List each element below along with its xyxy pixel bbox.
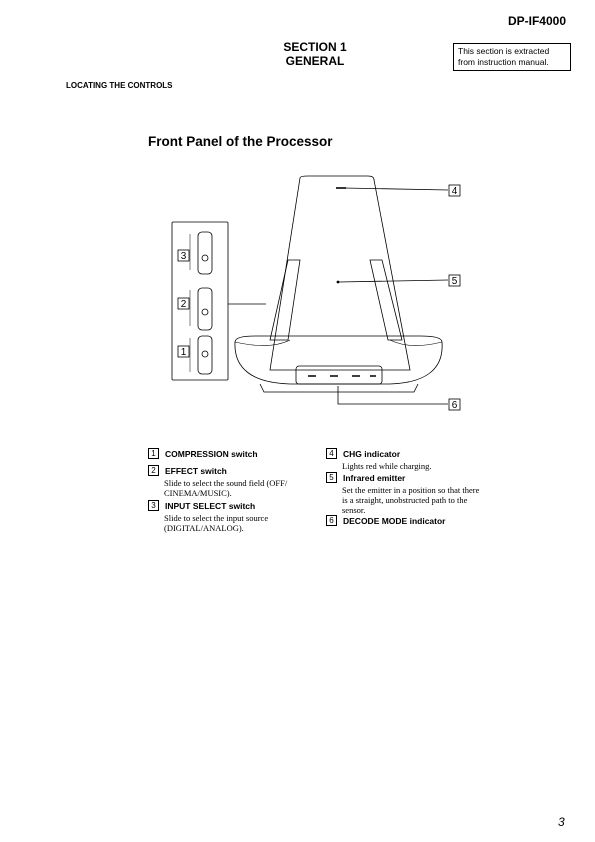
- item-title: Infrared emitter: [343, 472, 406, 483]
- decode-panel: [296, 366, 382, 384]
- base-foot: [260, 384, 418, 392]
- item-desc-line: CINEMA/MUSIC).: [164, 488, 232, 498]
- item-number: 4: [326, 448, 337, 459]
- item-desc-line: Slide to select the input source: [164, 513, 269, 523]
- callout-5: 5: [451, 276, 458, 287]
- item-compression: [148, 448, 258, 459]
- base-body: [235, 336, 442, 384]
- item-number: 3: [148, 500, 159, 511]
- switch-knob-2: [202, 309, 208, 315]
- item-title: DECODE MODE indicator: [343, 515, 446, 526]
- item-input-select: [148, 500, 324, 533]
- item-desc-line: is a straight, unobstructed path to the: [342, 495, 468, 505]
- item-chg: [326, 448, 522, 471]
- section-heading: [240, 40, 390, 68]
- item-effect: [148, 465, 324, 498]
- subheading: LOCATING THE CONTROLS: [66, 81, 173, 90]
- callout-3: 3: [180, 251, 187, 262]
- item-desc-line: (DIGITAL/ANALOG).: [164, 523, 244, 533]
- item-title: INPUT SELECT switch: [165, 500, 256, 511]
- infrared-emitter-dot: [337, 281, 339, 283]
- leader-6: [338, 386, 448, 404]
- section-title: GENERAL: [285, 54, 345, 68]
- note-line-1: This section is extracted: [458, 46, 550, 56]
- base-curves: [235, 340, 442, 346]
- leader-4: [344, 188, 448, 190]
- item-number: 6: [326, 515, 337, 526]
- item-title: CHG indicator: [343, 448, 401, 459]
- item-desc-line: Slide to select the sound field (OFF/: [164, 478, 288, 488]
- left-support: [270, 260, 300, 340]
- item-decode-mode: [326, 515, 445, 526]
- page-number: 3: [558, 815, 565, 829]
- item-title: COMPRESSION switch: [165, 448, 258, 459]
- right-support: [370, 260, 402, 340]
- item-number: 1: [148, 448, 159, 459]
- input-select-slot: [198, 232, 212, 274]
- model-number: DP-IF4000: [507, 14, 566, 28]
- callout-6: 6: [451, 400, 458, 411]
- item-desc-line: Set the emitter in a position so that there: [342, 485, 480, 495]
- item-desc-line: sensor.: [342, 505, 366, 515]
- callout-2: 2: [180, 299, 187, 310]
- note-line-2: from instruction manual.: [458, 57, 549, 67]
- tower-body: [270, 176, 410, 370]
- section-number: SECTION 1: [283, 40, 347, 54]
- processor-illustration: [160, 170, 480, 430]
- callout-4: 4: [451, 186, 458, 197]
- item-desc-line: Lights red while charging.: [342, 461, 432, 471]
- switch-knob-1: [202, 351, 208, 357]
- item-number: 2: [148, 465, 159, 476]
- callout-1: 1: [180, 347, 187, 358]
- figure-title: Front Panel of the Processor: [148, 134, 333, 149]
- item-title: EFFECT switch: [165, 465, 227, 476]
- extract-note: [453, 43, 571, 71]
- switch-knob-3: [202, 255, 208, 261]
- item-infrared: [326, 472, 532, 515]
- compression-slot: [198, 336, 212, 374]
- item-number: 5: [326, 472, 337, 483]
